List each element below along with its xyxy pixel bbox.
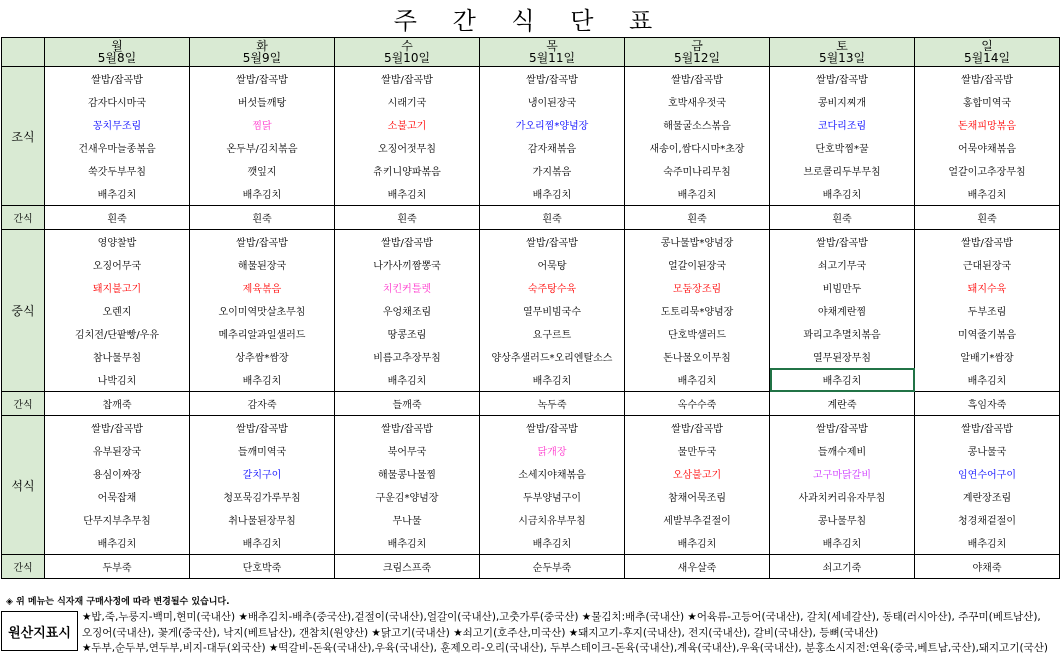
menu-cell[interactable]: 쌀밥/잡곡밥 bbox=[625, 416, 770, 440]
menu-cell[interactable]: 감자채볶음 bbox=[480, 136, 625, 159]
meal-row bbox=[2, 368, 1060, 392]
menu-cell[interactable]: 배추김치 bbox=[335, 368, 480, 392]
menu-cell[interactable]: 찜닭 bbox=[190, 113, 335, 136]
meal-label: 간식 bbox=[2, 392, 45, 416]
menu-cell[interactable]: 계란죽 bbox=[770, 392, 915, 416]
day-header-0 bbox=[45, 38, 190, 67]
menu-cell[interactable]: 흑임자죽 bbox=[915, 392, 1060, 416]
menu-cell[interactable]: 쌀밥/잡곡밥 bbox=[335, 416, 480, 440]
menu-cell[interactable]: 갈치구이 bbox=[190, 462, 335, 485]
meal-row bbox=[2, 90, 1060, 113]
menu-cell[interactable]: 콩나물국 bbox=[915, 439, 1060, 462]
menu-cell[interactable]: 두부죽 bbox=[45, 555, 190, 579]
menu-cell[interactable]: 나박김치 bbox=[45, 368, 190, 392]
menu-cell[interactable]: 돈나물오이무침 bbox=[625, 345, 770, 368]
menu-cell[interactable]: 요구르트 bbox=[480, 322, 625, 345]
menu-cell[interactable]: 온두부/김치볶음 bbox=[190, 136, 335, 159]
menu-cell[interactable]: 해물콩나물찜 bbox=[335, 462, 480, 485]
meal-row bbox=[2, 485, 1060, 508]
menu-cell[interactable]: 김치전/단팥빵/우유 bbox=[45, 322, 190, 345]
menu-cell[interactable]: 상추쌈*쌈장 bbox=[190, 345, 335, 368]
menu-cell[interactable]: 배추김치 bbox=[915, 531, 1060, 555]
menu-cell[interactable]: 북어무국 bbox=[335, 439, 480, 462]
meal-row bbox=[2, 182, 1060, 206]
menu-title bbox=[0, 0, 1060, 37]
menu-cell[interactable]: 소불고기 bbox=[335, 113, 480, 136]
day-header-row bbox=[2, 38, 1060, 67]
menu-cell[interactable]: 건새우마늘종볶음 bbox=[45, 136, 190, 159]
menu-cell[interactable]: 버섯들깨탕 bbox=[190, 90, 335, 113]
menu-cell[interactable]: 참나물무침 bbox=[45, 345, 190, 368]
day-header-4 bbox=[625, 38, 770, 67]
menu-cell[interactable]: 브로콜리두부무침 bbox=[770, 159, 915, 182]
meal-row bbox=[2, 531, 1060, 555]
weekly-menu-table bbox=[1, 37, 1060, 579]
menu-cell[interactable]: 양상추샐러드*오리엔탈소스 bbox=[480, 345, 625, 368]
day-date: 5월13일 bbox=[818, 51, 866, 65]
menu-cell[interactable]: 쌀밥/잡곡밥 bbox=[915, 67, 1060, 91]
day-name: 수 bbox=[401, 39, 413, 53]
menu-cell[interactable]: 숙주미나리무침 bbox=[625, 159, 770, 182]
menu-cell[interactable]: 쌀밥/잡곡밥 bbox=[770, 67, 915, 91]
menu-cell[interactable]: 꽈리고추멸치볶음 bbox=[770, 322, 915, 345]
origin-line: 오징어(국내산), 꽃게(중국산), 낙지(베트남산), 갠참치(원양산) ★닭고기(국내산) ★쇠고기(호주산,미국산) ★돼지고기-후지(국내산), 전지(국내산), 갈비(국내산), 등뼈(국내산) bbox=[82, 626, 879, 639]
menu-cell[interactable]: 배추김치 bbox=[190, 368, 335, 392]
menu-cell[interactable]: 배추김치 bbox=[335, 531, 480, 555]
menu-cell[interactable]: 구운김*양념장 bbox=[335, 485, 480, 508]
origin-label: 원산지표시 bbox=[1, 611, 78, 651]
menu-cell[interactable]: 배추김치 bbox=[480, 531, 625, 555]
meal-label: 석식 bbox=[2, 416, 45, 555]
menu-cell[interactable]: 감자다시마국 bbox=[45, 90, 190, 113]
meal-row bbox=[2, 230, 1060, 254]
menu-cell[interactable]: 콩비지찌개 bbox=[770, 90, 915, 113]
menu-cell[interactable]: 참채어묵조림 bbox=[625, 485, 770, 508]
menu-cell[interactable]: 영양찰밥 bbox=[45, 230, 190, 254]
menu-cell[interactable]: 고구마닭갈비 bbox=[770, 462, 915, 485]
day-header-6 bbox=[915, 38, 1060, 67]
menu-cell[interactable]: 물만두국 bbox=[625, 439, 770, 462]
menu-cell[interactable]: 야채죽 bbox=[915, 555, 1060, 579]
menu-cell[interactable]: 땅콩조림 bbox=[335, 322, 480, 345]
menu-cell[interactable]: 모둠장조림 bbox=[625, 276, 770, 299]
menu-cell[interactable]: 쌀밥/잡곡밥 bbox=[915, 230, 1060, 254]
menu-cell[interactable]: 배추김치 bbox=[45, 182, 190, 206]
menu-cell[interactable]: 감자죽 bbox=[190, 392, 335, 416]
day-header-1 bbox=[190, 38, 335, 67]
menu-cell[interactable]: 무나물 bbox=[335, 508, 480, 531]
menu-cell[interactable]: 새우살죽 bbox=[625, 555, 770, 579]
menu-cell[interactable]: 쌀밥/잡곡밥 bbox=[45, 67, 190, 91]
origin-line: ★밥,죽,누룽지-백미,현미(국내산) ★배추김치-배추(중국산),겉절이(국내산),얼갈이(국내산),고춧가루(중국산) ★물김치:배추(국내산) ★어육류-고등어(국내산), 갈치(세네갈산), 동태(러시아산), 주꾸미(베트남산), bbox=[82, 611, 1041, 623]
meal-row bbox=[2, 322, 1060, 345]
menu-cell[interactable]: 소세지야채볶음 bbox=[480, 462, 625, 485]
menu-cell[interactable]: 들깨미역국 bbox=[190, 439, 335, 462]
menu-cell[interactable]: 단무지부추무침 bbox=[45, 508, 190, 531]
menu-cell[interactable]: 어묵잡채 bbox=[45, 485, 190, 508]
day-date: 5월14일 bbox=[963, 51, 1011, 65]
menu-cell[interactable]: 배추김치 bbox=[190, 182, 335, 206]
menu-cell[interactable]: 돈채피망볶음 bbox=[915, 113, 1060, 136]
menu-cell[interactable]: 배추김치 bbox=[335, 182, 480, 206]
menu-cell[interactable]: 닭개장 bbox=[480, 439, 625, 462]
meal-row bbox=[2, 113, 1060, 136]
day-header-5 bbox=[770, 38, 915, 67]
day-name: 월 bbox=[111, 39, 123, 53]
title-text: 주 간 식 단 표 bbox=[393, 7, 667, 35]
menu-cell[interactable]: 해물굴소스볶음 bbox=[625, 113, 770, 136]
menu-cell[interactable]: 쌀밥/잡곡밥 bbox=[915, 416, 1060, 440]
menu-cell[interactable]: 쑥갓두부무침 bbox=[45, 159, 190, 182]
menu-cell[interactable]: 제육볶음 bbox=[190, 276, 335, 299]
menu-cell[interactable]: 녹두죽 bbox=[480, 392, 625, 416]
menu-cell[interactable]: 홍합미역국 bbox=[915, 90, 1060, 113]
menu-cell[interactable]: 배추김치 bbox=[915, 368, 1060, 392]
header-corner bbox=[2, 38, 45, 67]
menu-cell[interactable]: 쇠고기무국 bbox=[770, 253, 915, 276]
menu-cell[interactable]: 용심이짜장 bbox=[45, 462, 190, 485]
menu-cell[interactable]: 어묵야채볶음 bbox=[915, 136, 1060, 159]
snack-row bbox=[2, 392, 1060, 416]
menu-cell[interactable]: 해물된장국 bbox=[190, 253, 335, 276]
meal-row bbox=[2, 253, 1060, 276]
menu-cell[interactable]: 단호박찜*꿀 bbox=[770, 136, 915, 159]
menu-cell[interactable]: 콩나물무침 bbox=[770, 508, 915, 531]
menu-cell[interactable]: 쌀밥/잡곡밥 bbox=[625, 67, 770, 91]
day-name: 일 bbox=[981, 39, 993, 53]
menu-cell[interactable]: 야채계란찜 bbox=[770, 299, 915, 322]
menu-cell[interactable]: 쌀밥/잡곡밥 bbox=[770, 230, 915, 254]
menu-cell[interactable]: 단호박죽 bbox=[190, 555, 335, 579]
menu-cell[interactable]: 청경채겉절이 bbox=[915, 508, 1060, 531]
menu-cell[interactable]: 오징어젓무침 bbox=[335, 136, 480, 159]
menu-cell[interactable]: 유부된장국 bbox=[45, 439, 190, 462]
menu-cell[interactable]: 흰죽 bbox=[190, 206, 335, 230]
snack-row bbox=[2, 206, 1060, 230]
menu-cell[interactable]: 취나물된장무침 bbox=[190, 508, 335, 531]
origin-line: ★두부,순두부,연두부,비지-대두(외국산) ★떡갈비-돈육(국내산),우육(국내산), 훈제오리-오리(국내산), 두부스테이크-돈육(국내산),계육(국내산),우육(국내산), 분홍소시지전:연육(중국,베트남,국산),돼지고기(국산) bbox=[82, 642, 1048, 654]
meal-row bbox=[2, 439, 1060, 462]
menu-cell[interactable]: 꽁치무조림 bbox=[45, 113, 190, 136]
menu-cell[interactable]: 깻잎지 bbox=[190, 159, 335, 182]
meal-row bbox=[2, 508, 1060, 531]
menu-cell[interactable]: 쌀밥/잡곡밥 bbox=[190, 416, 335, 440]
origin-statement bbox=[82, 610, 1058, 657]
day-date: 5월11일 bbox=[528, 51, 576, 65]
menu-cell[interactable]: 크림스프죽 bbox=[335, 555, 480, 579]
menu-cell[interactable]: 배추김치 bbox=[915, 182, 1060, 206]
menu-cell[interactable]: 근대된장국 bbox=[915, 253, 1060, 276]
day-date: 5월10일 bbox=[383, 51, 431, 65]
menu-cell[interactable]: 비름고추장무침 bbox=[335, 345, 480, 368]
meal-row bbox=[2, 159, 1060, 182]
menu-cell[interactable]: 쌀밥/잡곡밥 bbox=[480, 67, 625, 91]
menu-cell[interactable]: 시래기국 bbox=[335, 90, 480, 113]
day-name: 화 bbox=[256, 39, 268, 53]
menu-cell[interactable]: 사과치커리유자무침 bbox=[770, 485, 915, 508]
meal-label: 간식 bbox=[2, 206, 45, 230]
menu-cell[interactable]: 가지볶음 bbox=[480, 159, 625, 182]
menu-cell[interactable]: 배추김치 bbox=[480, 182, 625, 206]
meal-row bbox=[2, 416, 1060, 440]
menu-cell[interactable]: 숙주탕수육 bbox=[480, 276, 625, 299]
day-name: 목 bbox=[546, 39, 558, 53]
menu-cell[interactable]: 가오리찜*양념장 bbox=[480, 113, 625, 136]
day-name: 토 bbox=[836, 39, 848, 53]
menu-cell[interactable]: 우엉채조림 bbox=[335, 299, 480, 322]
menu-cell[interactable]: 도토리묵*양념장 bbox=[625, 299, 770, 322]
menu-cell[interactable]: 오이미역맛살초무침 bbox=[190, 299, 335, 322]
menu-cell[interactable]: 배추김치 bbox=[45, 531, 190, 555]
meal-row bbox=[2, 136, 1060, 159]
menu-cell[interactable]: 옥수수죽 bbox=[625, 392, 770, 416]
menu-cell[interactable]: 단호박샐러드 bbox=[625, 322, 770, 345]
menu-cell[interactable]: 코다리조림 bbox=[770, 113, 915, 136]
menu-cell[interactable]: 들깨수제비 bbox=[770, 439, 915, 462]
meal-row bbox=[2, 462, 1060, 485]
day-name: 금 bbox=[691, 39, 703, 53]
menu-cell[interactable]: 호박새우젓국 bbox=[625, 90, 770, 113]
menu-cell[interactable]: 계란장조림 bbox=[915, 485, 1060, 508]
menu-cell[interactable]: 쌀밥/잡곡밥 bbox=[480, 416, 625, 440]
menu-cell[interactable]: 흰죽 bbox=[480, 206, 625, 230]
menu-cell[interactable]: 쌀밥/잡곡밥 bbox=[45, 416, 190, 440]
meal-row bbox=[2, 276, 1060, 299]
change-notice: ◈ 위 메뉴는 식자재 구매사정에 따라 변경될수 있습니다. bbox=[6, 597, 230, 607]
menu-cell[interactable]: 찹깨죽 bbox=[45, 392, 190, 416]
day-date: 5월9일 bbox=[242, 51, 282, 65]
meal-row bbox=[2, 345, 1060, 368]
menu-cell[interactable]: 쌀밥/잡곡밥 bbox=[480, 230, 625, 254]
menu-cell[interactable]: 쌀밥/잡곡밥 bbox=[335, 67, 480, 91]
menu-cell[interactable]: 쌀밥/잡곡밥 bbox=[770, 416, 915, 440]
menu-cell[interactable]: 흰죽 bbox=[335, 206, 480, 230]
menu-cell[interactable]: 치킨커틀렛 bbox=[335, 276, 480, 299]
day-date: 5월8일 bbox=[97, 51, 137, 65]
menu-cell[interactable]: 열무된장무침 bbox=[770, 345, 915, 368]
meal-row bbox=[2, 67, 1060, 91]
menu-cell[interactable]: 청포묵김가루무침 bbox=[190, 485, 335, 508]
menu-cell[interactable]: 시금치유부무침 bbox=[480, 508, 625, 531]
meal-label: 간식 bbox=[2, 555, 45, 579]
menu-cell[interactable]: 순두부죽 bbox=[480, 555, 625, 579]
menu-cell[interactable]: 배추김치 bbox=[625, 531, 770, 555]
menu-cell[interactable]: 돼지불고기 bbox=[45, 276, 190, 299]
menu-cell[interactable]: 냉이된장국 bbox=[480, 90, 625, 113]
menu-cell[interactable]: 배추김치 bbox=[480, 368, 625, 392]
menu-cell[interactable]: 쌀밥/잡곡밥 bbox=[335, 230, 480, 254]
menu-cell[interactable]: 오삼불고기 bbox=[625, 462, 770, 485]
menu-cell[interactable]: 두부양념구이 bbox=[480, 485, 625, 508]
menu-cell[interactable]: 배추김치 bbox=[770, 182, 915, 206]
menu-cell[interactable]: 배추김치 bbox=[625, 182, 770, 206]
menu-cell[interactable]: 두부조림 bbox=[915, 299, 1060, 322]
menu-cell[interactable]: 오징어무국 bbox=[45, 253, 190, 276]
menu-cell[interactable]: 쌀밥/잡곡밥 bbox=[190, 67, 335, 91]
menu-cell[interactable]: 얼갈이고추장무침 bbox=[915, 159, 1060, 182]
day-date: 5월12일 bbox=[673, 51, 721, 65]
menu-cell[interactable]: 나가사끼짬뽕국 bbox=[335, 253, 480, 276]
menu-cell[interactable]: 메추리알과일샐러드 bbox=[190, 322, 335, 345]
menu-cell[interactable]: 오렌지 bbox=[45, 299, 190, 322]
menu-cell[interactable]: 흰죽 bbox=[915, 206, 1060, 230]
menu-cell[interactable]: 배추김치 bbox=[770, 368, 915, 392]
menu-cell[interactable]: 어묵탕 bbox=[480, 253, 625, 276]
menu-cell[interactable]: 배추김치 bbox=[770, 531, 915, 555]
menu-cell[interactable]: 흰죽 bbox=[45, 206, 190, 230]
menu-cell[interactable]: 임연수어구이 bbox=[915, 462, 1060, 485]
day-header-2 bbox=[335, 38, 480, 67]
day-header-3 bbox=[480, 38, 625, 67]
snack-row bbox=[2, 555, 1060, 579]
menu-cell[interactable]: 배추김치 bbox=[625, 368, 770, 392]
menu-cell[interactable]: 쌀밥/잡곡밥 bbox=[190, 230, 335, 254]
menu-cell[interactable]: 콩나물밥*양념장 bbox=[625, 230, 770, 254]
menu-cell[interactable]: 츄키니양파볶음 bbox=[335, 159, 480, 182]
meal-label: 중식 bbox=[2, 230, 45, 392]
menu-cell[interactable]: 흰죽 bbox=[625, 206, 770, 230]
menu-cell[interactable]: 열무비빔국수 bbox=[480, 299, 625, 322]
menu-cell[interactable]: 미역줄기볶음 bbox=[915, 322, 1060, 345]
menu-cell[interactable]: 쇠고기죽 bbox=[770, 555, 915, 579]
menu-cell[interactable]: 돼지수육 bbox=[915, 276, 1060, 299]
menu-cell[interactable]: 배추김치 bbox=[190, 531, 335, 555]
menu-cell[interactable]: 흰죽 bbox=[770, 206, 915, 230]
menu-cell[interactable]: 세발부추겉절이 bbox=[625, 508, 770, 531]
menu-cell[interactable]: 얼갈이된장국 bbox=[625, 253, 770, 276]
meal-label: 조식 bbox=[2, 67, 45, 206]
menu-cell[interactable]: 새송이,쌈다시마*초장 bbox=[625, 136, 770, 159]
menu-cell[interactable]: 알배기*쌈장 bbox=[915, 345, 1060, 368]
menu-cell[interactable]: 들깨죽 bbox=[335, 392, 480, 416]
meal-row bbox=[2, 299, 1060, 322]
menu-cell[interactable]: 비빔만두 bbox=[770, 276, 915, 299]
